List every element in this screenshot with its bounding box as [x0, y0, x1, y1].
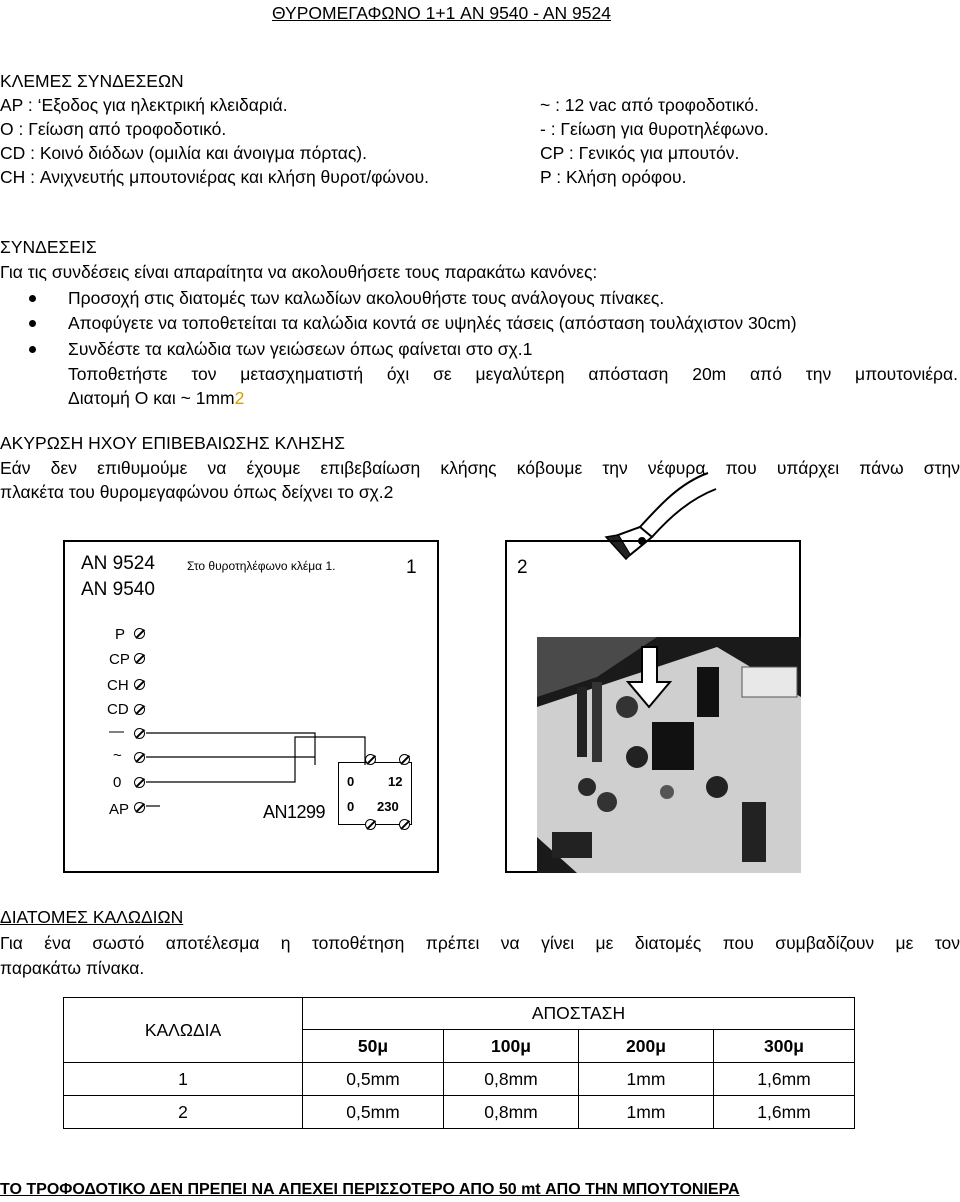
transformer-value: 0	[347, 774, 355, 789]
figure-note: Στο θυροτηλέφωνο κλέμα 1.	[187, 559, 336, 573]
bullet-icon	[29, 320, 36, 327]
terminal-desc: P : Κλήση ορόφου.	[540, 167, 687, 187]
footer-warning: ΤΟ ΤΡΟΦΟΔΟΤΙΚΟ ΔΕΝ ΠΡΕΠΕΙ ΝΑ ΑΠΕΧΕΙ ΠΕΡΙΣΣΟΤΕΡΟ ΑΠΟ 50 mt ΑΠΟ ΤΗΝ ΜΠΟΥΤΟΝΙΕΡΑ	[0, 1181, 740, 1198]
figure-number: 1	[406, 557, 417, 578]
terminal-desc: - : Γείωση για θυροτηλέφωνο.	[540, 119, 769, 139]
model-label: AN 9540	[81, 579, 155, 600]
screw-terminal-icon	[399, 819, 410, 830]
table-cell: 0,8mm	[444, 1096, 579, 1129]
page-title: ΘΥΡΟΜΕΓΑΦΩΝΟ 1+1 AN 9540 - AN 9524	[272, 3, 611, 23]
terminal-label: P	[115, 626, 126, 643]
rule-item	[68, 387, 244, 410]
rule-item: Αποφύγετε να τοποθετείται τα καλώδια κοντά σε υψηλές τάσεις (απόσταση τουλάχιστον 30cm)	[68, 313, 797, 333]
cancel-heading: ΑΚΥΡΩΣΗ ΗΧΟΥ ΕΠΙΒΕΒΑΙΩΣΗΣ ΚΛΗΣΗΣ	[0, 433, 345, 453]
table-header-cell: 100μ	[444, 1030, 579, 1063]
table-header-cable: ΚΑΛΩΔΙΑ	[64, 998, 303, 1063]
bullet-icon	[29, 346, 36, 353]
table-cell: 0,5mm	[303, 1063, 444, 1096]
terminal-label: —	[109, 723, 124, 740]
table-header-cell: 300μ	[714, 1030, 855, 1063]
terminal-label: AP	[109, 801, 130, 818]
cable-section-table	[63, 997, 855, 1129]
rule-item: Προσοχή στις διατομές των καλωδίων ακολουθήστε τους ανάλογους πίνακες.	[68, 288, 665, 308]
table-row	[64, 1063, 855, 1096]
rule-item: Τοποθετήστε τον μετασχηματιστή όχι σε μεγαλύτερη απόσταση 20m από την μπουτονιέρα.	[68, 364, 958, 384]
table-header-cell: 50μ	[303, 1030, 444, 1063]
connections-heading: ΣΥΝΔΕΣΕΙΣ	[0, 237, 97, 257]
table-cell: 0,5mm	[303, 1096, 444, 1129]
table-cell: 1mm	[579, 1096, 714, 1129]
sections-text: παρακάτω πίνακα.	[0, 958, 145, 978]
table-header-distance: ΑΠΟΣΤΑΣΗ	[303, 998, 855, 1030]
table-cell: 1mm	[579, 1063, 714, 1096]
table-cell: 1,6mm	[714, 1063, 855, 1096]
transformer-value: 12	[388, 774, 403, 789]
terminal-desc: CP : Γενικός για μπουτόν.	[540, 143, 740, 163]
screw-terminal-icon	[399, 754, 410, 765]
transformer-label: AN1299	[263, 802, 326, 822]
cross-section-text: Διατομή O και ~ 1mm	[68, 388, 235, 408]
terminal-label: CH	[107, 677, 129, 694]
figure-2	[505, 540, 801, 873]
terminal-desc: O : Γείωση από τροφοδοτικό.	[0, 119, 227, 139]
terminal-desc: CH : Ανιχνευτής μπουτονιέρας και κλήση θυροτ/φώνου.	[0, 167, 429, 187]
table-cell: 1	[64, 1063, 303, 1096]
terminal-label: CP	[109, 651, 130, 668]
table-row	[64, 1096, 855, 1129]
terminal-desc: AP : ‘Εξοδος για ηλεκτρική κλειδαριά.	[0, 95, 288, 115]
pcb-photo	[537, 637, 801, 873]
screw-terminal-icon	[365, 819, 376, 830]
model-label: AN 9524	[81, 553, 155, 574]
sections-heading: ΔΙΑΤΟΜΕΣ ΚΑΛΩΔΙΩΝ	[0, 907, 184, 927]
table-cell: 2	[64, 1096, 303, 1129]
figure-number: 2	[517, 557, 528, 578]
sections-text: Για ένα σωστό αποτέλεσμα η τοποθέτηση πρέπει να γίνει με διατομές που συμβαδίζουν με τον	[0, 933, 960, 953]
terminal-label: CD	[107, 701, 129, 718]
terminal-label: 0	[113, 774, 122, 791]
cancel-text: πλακέτα του θυρομεγαφώνου όπως δείχνει το σχ.2	[0, 482, 394, 502]
table-cell: 1,6mm	[714, 1096, 855, 1129]
terminals-heading: ΚΛΕΜΕΣ ΣΥΝΔΕΣΕΩΝ	[0, 71, 184, 91]
bullet-icon	[29, 295, 36, 302]
screw-terminal-icon	[365, 754, 376, 765]
transformer-value: 230	[377, 799, 399, 814]
terminal-label: ~	[113, 747, 122, 764]
table-cell: 0,8mm	[444, 1063, 579, 1096]
figure-1	[63, 540, 439, 873]
terminal-desc: ~ : 12 vac από τροφοδοτικό.	[540, 95, 759, 115]
transformer-value: 0	[347, 799, 355, 814]
terminal-desc: CD : Κοινό διόδων (ομιλία και άνοιγμα πόρτας).	[0, 143, 367, 163]
rule-item: Συνδέστε τα καλώδια των γειώσεων όπως φαίνεται στο σχ.1	[68, 339, 533, 359]
cross-section-unit: 2	[234, 388, 245, 408]
connections-intro: Για τις συνδέσεις είναι απαραίτητα να ακολουθήσετε τους παρακάτω κανόνες:	[0, 262, 598, 282]
cancel-text: Εάν δεν επιθυμούμε να έχουμε επιβεβαίωση κλήσης κόβουμε την νέφυρα που υπάρχει πάνω στην	[0, 458, 960, 478]
table-header-cell: 200μ	[579, 1030, 714, 1063]
